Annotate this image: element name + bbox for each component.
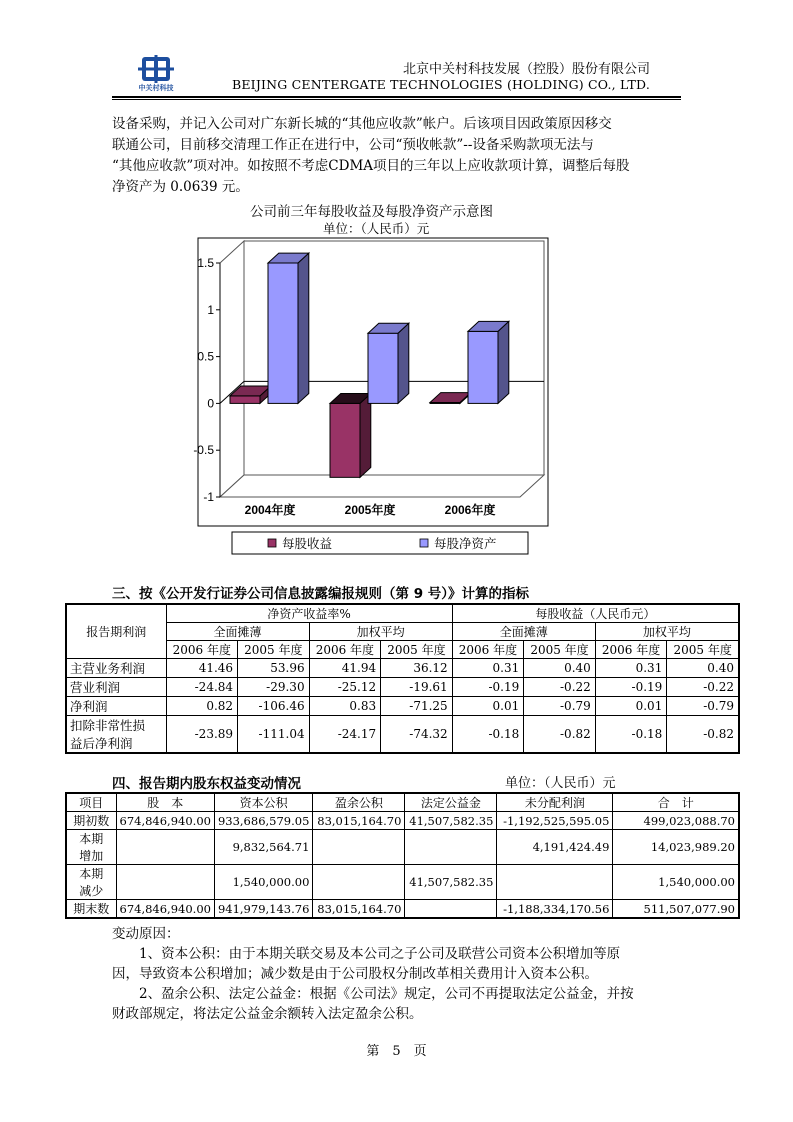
value-cell: 83,015,164.70 [313,812,405,830]
row-label: 扣除非常性损 益后净利润 [66,716,166,754]
value-cell: -29.30 [238,678,310,697]
chart-left-wall [220,241,244,497]
bar-chart [0,0,793,560]
table-row [66,678,739,697]
chart-unit: 单位：（人民币）元 [323,221,430,236]
column-header: 资本公积 [214,793,312,812]
value-cell: -1,192,525,595.05 [497,812,613,830]
year-header: 2006 年度 [166,641,238,659]
note-line: 2、盈余公积、法定公益金：根据《公司法》规定，公司不再提取法定公益金，并按 [139,986,634,1002]
bar-eps-side [360,394,371,478]
y-tick-label: 1.5 [197,256,214,270]
bar-navps-front [468,331,498,403]
value-cell [313,830,405,865]
section4-title: 四、报告期内股东权益变动情况 [112,776,301,792]
y-tick-label: 1 [207,302,214,317]
value-cell: 4,191,424.49 [497,830,613,865]
table-row [66,716,739,754]
value-cell: 9,832,564.71 [214,830,312,865]
value-cell: -0.79 [524,697,596,716]
value-cell: 0.83 [309,697,381,716]
value-cell: -0.82 [524,716,596,754]
value-cell: 14,023,989.20 [613,830,739,865]
company-name-en: BEIJING CENTERGATE TECHNOLOGIES (HOLDING) CO., LTD. [231,77,650,92]
bar-eps-front [230,396,260,403]
page-number: 第 5 页 [366,1044,427,1059]
equity-table [65,792,740,919]
y-tick-label: -0.5 [193,443,214,458]
table-row [66,900,739,919]
value-cell: 933,686,579.05 [214,812,312,830]
section3-title: 三、按《公开发行证券公司信息披露编报规则（第 9 号）》计算的指标 [112,586,530,602]
group-header-eps: 每股收益（人民币元） [452,604,739,623]
intro-line: 净资产为 0.0639 元。 [112,179,249,195]
value-cell: -25.12 [309,678,381,697]
subheader-full: 全面摊薄 [166,623,309,641]
value-cell: -0.82 [667,716,739,754]
value-cell: -0.79 [667,697,739,716]
legend-swatch [420,539,428,547]
value-cell: 41,507,582.35 [405,812,497,830]
value-cell [313,865,405,900]
row-label: 营业利润 [66,678,166,697]
column-header: 法定公益金 [405,793,497,812]
year-header: 2006 年度 [452,641,524,659]
value-cell: 0.01 [452,697,524,716]
intro-line: 联通公司，目前移交清理工作正在进行中，公司“预收帐款”--设备采购款项无法与 [112,137,594,153]
notes-heading: 变动原因： [112,926,180,942]
value-cell [405,900,497,919]
column-header: 股 本 [116,793,214,812]
value-cell: -0.18 [452,716,524,754]
value-cell: 0.40 [524,659,596,678]
value-cell: -23.89 [166,716,238,754]
value-cell: -24.84 [166,678,238,697]
value-cell: -19.61 [381,678,453,697]
value-cell: 674,846,940.00 [116,900,214,919]
intro-line: “其他应收款”项对冲。如按照不考虑CDMA项目的三年以上应收款项计算，调整后每股 [112,158,630,174]
x-tick-label: 2005年度 [344,503,396,517]
value-cell: 83,015,164.70 [313,900,405,919]
note-line: 1、资本公积：由于本期关联交易及本公司之子公司及联营公司资本公积增加等原 [139,946,621,962]
row-header-cell: 报告期利润 [66,604,166,659]
column-header: 盈余公积 [313,793,405,812]
indicator-table [65,603,740,754]
year-header: 2005 年度 [667,641,739,659]
value-cell: 499,023,088.70 [613,812,739,830]
table-row [66,812,739,830]
value-cell: 511,507,077.90 [613,900,739,919]
table-row [66,865,739,900]
column-header: 合 计 [613,793,739,812]
value-cell: 0.40 [667,659,739,678]
year-header: 2006 年度 [309,641,381,659]
bar-navps-side [298,253,309,403]
y-tick-label: -1 [203,490,214,504]
change-notes [112,924,687,1024]
intro-line: 设备采购，并记入公司对广东新长城的“其他应收款”帐户。后该项目因政策原因移交 [112,116,612,132]
value-cell: 1,540,000.00 [613,865,739,900]
bar-eps-front [330,403,360,477]
company-name-cn: 北京中关村科技发展（控股）股份有限公司 [402,62,650,77]
legend-label: 每股收益 [282,536,333,551]
section4-unit: 单位：（人民币）元 [505,776,616,791]
legend-swatch [268,539,276,547]
row-label: 本期 减少 [66,865,116,900]
table-row [66,697,739,716]
value-cell: -0.19 [452,678,524,697]
value-cell: 41,507,582.35 [405,865,497,900]
year-header: 2006 年度 [595,641,667,659]
value-cell: 36.12 [381,659,453,678]
value-cell: 0.01 [595,697,667,716]
value-cell [497,865,613,900]
value-cell: -1,188,334,170.56 [497,900,613,919]
chart-floor [220,475,544,497]
group-header-roe: 净资产收益率% [166,604,452,623]
subheader-weighted: 加权平均 [309,623,452,641]
row-label: 主营业务利润 [66,659,166,678]
value-cell [116,830,214,865]
x-tick-label: 2004年度 [244,503,296,517]
value-cell: -24.17 [309,716,381,754]
y-tick-label: 0.5 [197,349,214,364]
legend-label: 每股净资产 [434,536,497,551]
x-tick-label: 2006年度 [444,503,496,517]
bar-navps-front [368,333,398,403]
value-cell [405,830,497,865]
value-cell: 1,540,000.00 [214,865,312,900]
table-row [66,830,739,865]
note-line: 因，导致资本公积增加；减少数是由于公司股权分制改革相关费用计入资本公积。 [112,966,598,982]
bar-navps-front [268,263,298,403]
row-label: 本期 增加 [66,830,116,865]
value-cell: 0.82 [166,697,238,716]
value-cell: 41.46 [166,659,238,678]
bar-navps-side [498,321,509,403]
value-cell: -71.25 [381,697,453,716]
subheader-full: 全面摊薄 [452,623,595,641]
chart-title: 公司前三年每股收益及每股净资产示意图 [250,204,493,220]
value-cell: -0.22 [524,678,596,697]
value-cell: 941,979,143.76 [214,900,312,919]
y-tick-label: 0 [207,396,214,411]
logo-text: 中关村科技 [138,84,174,92]
value-cell: 0.31 [452,659,524,678]
value-cell: -106.46 [238,697,310,716]
value-cell: -74.32 [381,716,453,754]
year-header: 2005 年度 [238,641,310,659]
value-cell: 53.96 [238,659,310,678]
table-row [66,659,739,678]
value-cell: 674,846,940.00 [116,812,214,830]
column-header: 项目 [66,793,116,812]
subheader-weighted: 加权平均 [595,623,739,641]
year-header: 2005 年度 [524,641,596,659]
value-cell [116,865,214,900]
year-header: 2005 年度 [381,641,453,659]
column-header: 未分配利润 [497,793,613,812]
value-cell: -111.04 [238,716,310,754]
row-label: 期末数 [66,900,116,919]
row-label: 期初数 [66,812,116,830]
note-line: 财政部规定，将法定公益金余额转入法定盈余公积。 [112,1006,423,1022]
value-cell: -0.19 [595,678,667,697]
value-cell: -0.18 [595,716,667,754]
bar-navps-side [398,323,409,403]
row-label: 净利润 [66,697,166,716]
value-cell: 0.31 [595,659,667,678]
value-cell: 41.94 [309,659,381,678]
value-cell: -0.22 [667,678,739,697]
